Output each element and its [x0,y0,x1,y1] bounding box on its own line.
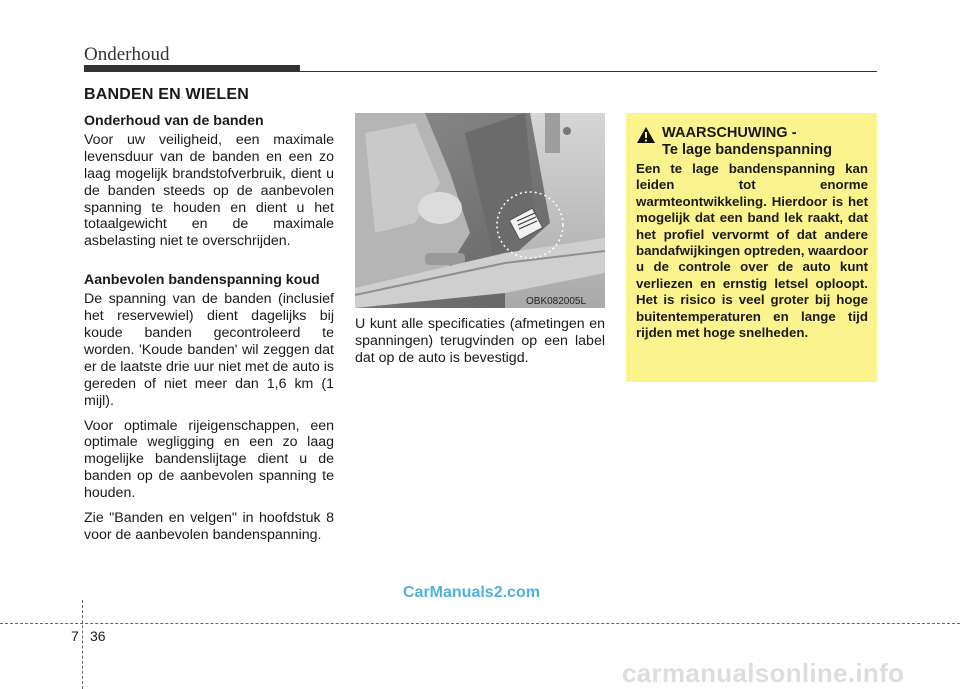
page-number: 36 [90,628,106,644]
photo-code: OBK082005L [526,296,587,307]
watermark-link[interactable]: CarManuals2.com [403,584,540,601]
warning-body: Een te lage bandenspanning kan leiden tot enorme warmteontwikkeling. Hierdoor is het mogelijk dat een band lek raakt, dat het profiel vervormt of dat andere bandafwijkingen optreden, waardoor u de controle over de auto kunt verliezen en ernstig letsel oploopt. Het is risico is veel groter bij hoge buitentemperaturen en lange tijd rijden met hoge snelheden. [636,161,868,341]
footer-divider [82,600,83,689]
site-watermark: carmanualsonline.info [622,658,905,688]
door-jamb-illustration [355,113,605,308]
footer-rule [0,623,960,624]
warning-title: WAARSCHUWING - [662,125,797,141]
paragraph-handling: Voor optimale rijeigenschappen, een optimale wegligging en een zo laag mogelijke bandenslijtage dient u de banden op de aanbevolen spanning te houden. [84,417,334,502]
warning-box [626,113,877,382]
header-rule [84,71,877,72]
subheading-maintenance: Onderhoud van de banden [84,113,264,129]
paragraph-cold-pressure: De spanning van de banden (inclusief het reservewiel) dient dagelijks bij koude banden gecontroleerd te worden. 'Koude banden' wil zeggen dat er de laatste drie uur niet met de auto is gereden of niet meer dan 1,6 km (1 mijl). [84,291,334,409]
warning-triangle-icon [636,126,656,149]
page-header-title: Onderhoud [84,44,170,65]
left-column [84,113,334,552]
paragraph-reference: Zie "Banden en velgen" in hoofdstuk 8 voor de aanbevolen bandenspanning. [84,510,334,543]
paragraph-safety: Voor uw veiligheid, een maximale levensduur van de banden en een zo laag mogelijk brandstofverbruik, dient u de banden steeds op de aanbevolen spanning te houden en dient u het totaalgewicht en de maximale asbelasting niet te overschrijden. [84,131,334,250]
door-jamb-photo [355,113,605,308]
subheading-cold-pressure: Aanbevolen bandenspanning koud [84,272,320,289]
warning-subtitle: Te lage bandenspanning [662,142,833,158]
warning-heading [636,125,868,159]
section-title: BANDEN EN WIELEN [84,86,249,103]
photo-caption: U kunt alle specificaties (afmetingen en spanningen) terugvinden op een label dat op de auto is bevestigd. [355,316,605,366]
chapter-number: 7 [71,628,79,644]
